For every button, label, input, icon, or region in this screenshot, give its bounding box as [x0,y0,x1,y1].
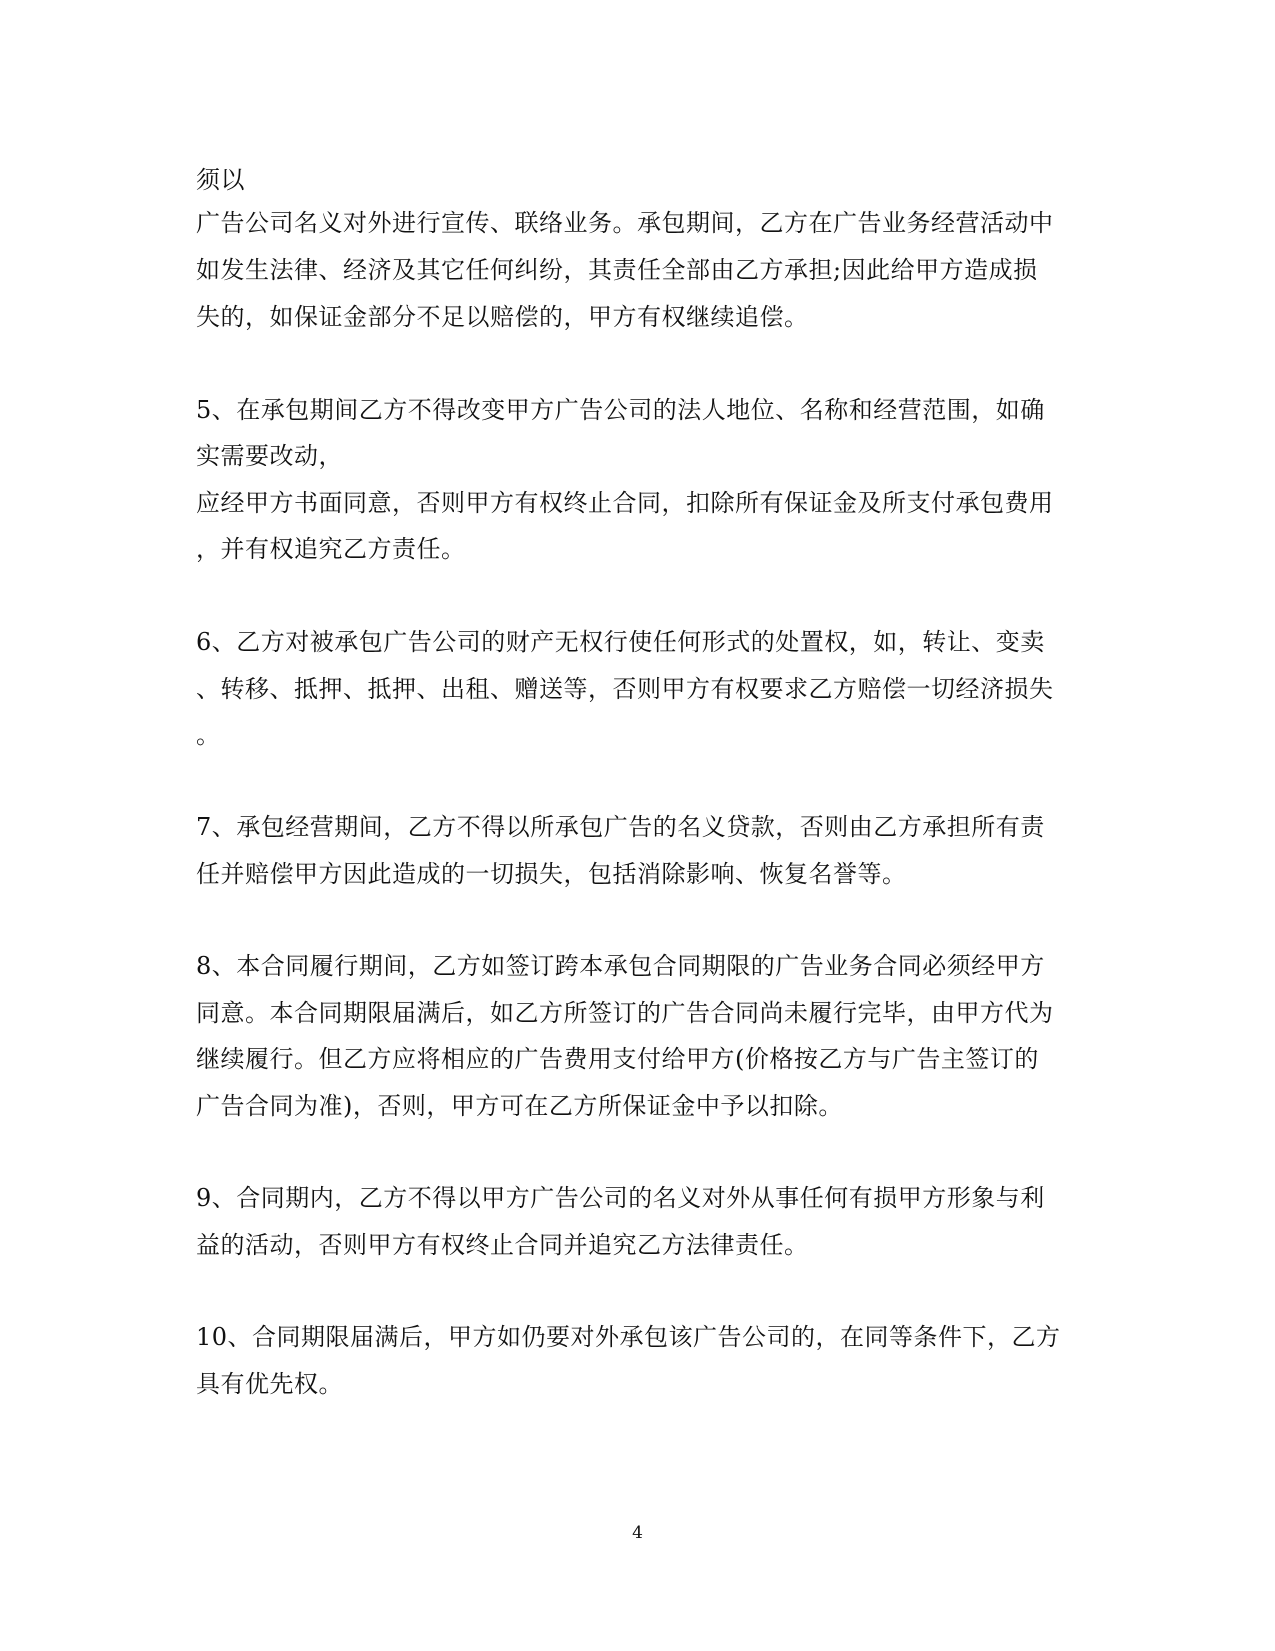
text-line: 10、合同期限届满后，甲方如仍要对外承包该广告公司的，在同等条件下，乙方 [196,1323,1061,1351]
text-line: 须以 [196,166,245,194]
text-line: 7、承包经营期间，乙方不得以所承包广告的名义贷款，否则由乙方承担所有责 [196,813,1045,841]
text-line: 广告合同为准)，否则，甲方可在乙方所保证金中予以扣除。 [196,1092,843,1120]
text-line: 5、在承包期间乙方不得改变甲方广告公司的法人地位、名称和经营范围，如确 [196,396,1045,424]
text-line: 应经甲方书面同意，否则甲方有权终止合同，扣除所有保证金及所支付承包费用 [196,489,1054,517]
text-line: 继续履行。但乙方应将相应的广告费用支付给甲方(价格按乙方与广告主签订的 [196,1045,1039,1073]
text-line: 同意。本合同期限届满后，如乙方所签订的广告合同尚未履行完毕，由甲方代为 [196,999,1054,1027]
text-line: ，并有权追究乙方责任。 [196,535,466,563]
text-line: 9、合同期内，乙方不得以甲方广告公司的名义对外从事任何有损甲方形象与利 [196,1184,1045,1212]
text-line: 6、乙方对被承包广告公司的财产无权行使任何形式的处置权，如，转让、变卖 [196,628,1045,656]
text-line: 广告公司名义对外进行宣传、联络业务。承包期间，乙方在广告业务经营活动中 [196,209,1054,237]
text-line: 任并赔偿甲方因此造成的一切损失，包括消除影响、恢复名誉等。 [196,860,907,888]
text-line: 具有优先权。 [196,1370,343,1398]
text-line: 实需要改动， [196,442,343,470]
text-line: 失的，如保证金部分不足以赔偿的，甲方有权继续追偿。 [196,303,809,331]
text-line: 益的活动，否则甲方有权终止合同并追究乙方法律责任。 [196,1231,809,1259]
text-line: 如发生法律、经济及其它任何纠纷，其责任全部由乙方承担;因此给甲方造成损 [196,256,1038,284]
text-line: 。 [196,721,221,749]
text-line: 8、本合同履行期间，乙方如签订跨本承包合同期限的广告业务合同必须经甲方 [196,952,1045,980]
text-line: 、转移、抵押、抵押、出租、赠送等，否则甲方有权要求乙方赔偿一切经济损失 [196,675,1054,703]
page-number: 4 [632,1523,643,1543]
